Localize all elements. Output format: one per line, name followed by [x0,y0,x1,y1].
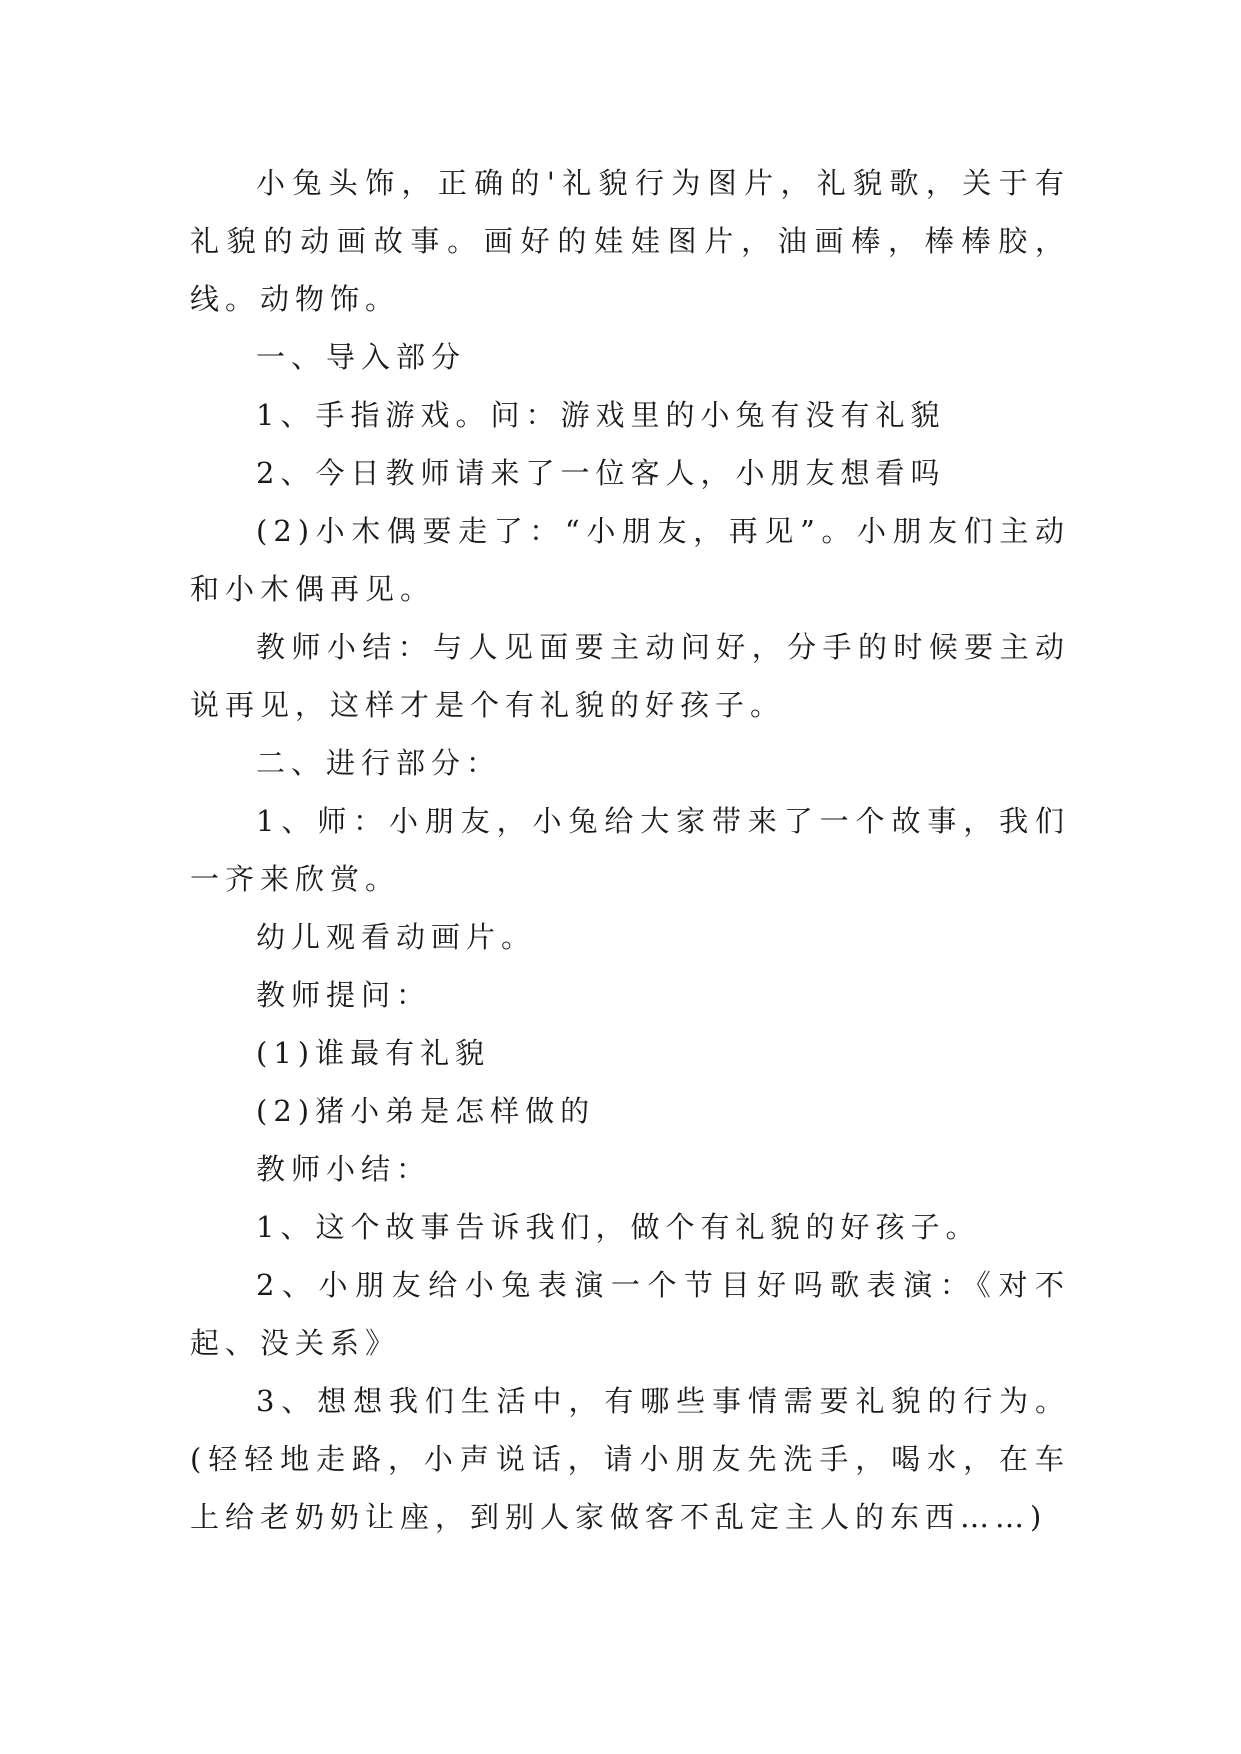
paragraph-story: 1、师：小朋友，小兔给大家带来了一个故事，我们一齐来欣赏。 [190,804,1070,896]
paragraph-guest: 2、今日教师请来了一位客人，小朋友想看吗 [256,456,946,490]
document-body [190,154,1070,1546]
paragraph-summary-point-3: 3、想想我们生活中，有哪些事情需要礼貌的行为。(轻轻地走路，小声说话，请小朋友先洗手，喝水，在车上给老奶奶让座，到别人家做客不乱定主人的东西……) [190,1384,1070,1534]
paragraph-question-1: (1)谁最有礼貌 [256,1036,491,1070]
heading-intro-section: 一、导入部分 [256,340,467,374]
heading-main-section: 二、进行部分： [256,746,502,780]
paragraph-question-2: (2)猪小弟是怎样做的 [256,1094,596,1128]
paragraph-teacher-summary-1: 教师小结：与人见面要主动问好，分手的时候要主动说再见，这样才是个有礼貌的好孩子。 [190,630,1070,722]
paragraph-summary-point-1: 1、这个故事告诉我们，做个有礼貌的好孩子。 [256,1210,981,1244]
paragraph-teacher-questions: 教师提问： [256,978,432,1012]
paragraph-watch-animation: 幼儿观看动画片。 [256,920,537,954]
paragraph-teacher-summary-2: 教师小结： [256,1152,432,1186]
paragraph-summary-point-2: 2、小朋友给小兔表演一个节目好吗歌表演：《对不起、没关系》 [190,1268,1070,1360]
paragraph-puppet-goodbye: (2)小木偶要走了：“小朋友，再见”。小朋友们主动和小木偶再见。 [190,514,1070,606]
paragraph-materials: 小兔头饰，正确的'礼貌行为图片，礼貌歌，关于有礼貌的动画故事。画好的娃娃图片，油画棒，棒棒胶，线。动物饰。 [190,166,1070,316]
paragraph-finger-game: 1、手指游戏。问：游戏里的小兔有没有礼貌 [256,398,946,432]
